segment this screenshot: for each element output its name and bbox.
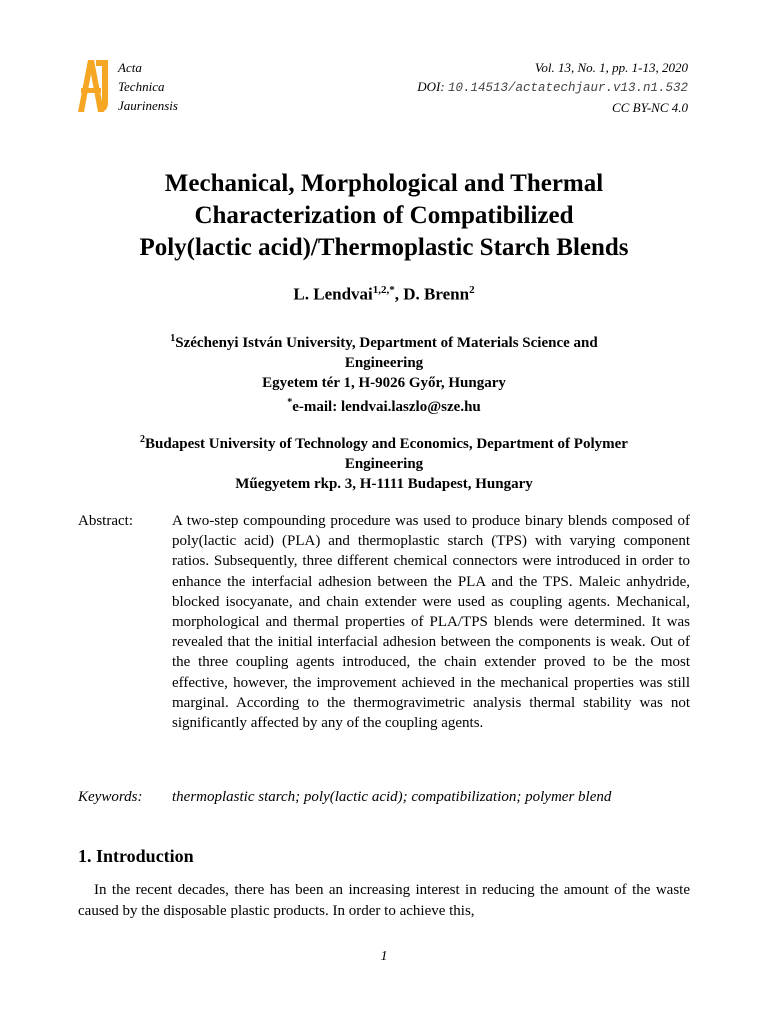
- journal-name-line: Acta: [118, 60, 142, 75]
- keywords: [78, 787, 690, 807]
- doi-label: DOI:: [417, 79, 445, 94]
- keywords-text: thermoplastic starch; poly(lactic acid); compatibilization; polymer blend: [172, 789, 612, 805]
- title-line: Poly(lactic acid)/Thermoplastic Starch Blends: [139, 234, 629, 261]
- doi-link[interactable]: 10.14513/actatechjaur.v13.n1.532: [447, 81, 688, 95]
- abstract: [78, 511, 690, 733]
- journal-logo: [76, 58, 110, 114]
- affiliation-address: Egyetem tér 1, H-9026 Győr, Hungary: [262, 375, 506, 391]
- doi-line: [417, 77, 688, 98]
- affiliation-2: [60, 430, 708, 494]
- affiliation-marker: 2: [140, 434, 146, 445]
- author-separator: ,: [394, 284, 404, 304]
- email-marker: *: [287, 397, 293, 408]
- affiliation-name-cont: Engineering: [344, 355, 424, 371]
- affiliation-name: Széchenyi István University, Department of Materials Science and: [175, 335, 598, 351]
- keywords-label: Keywords:: [78, 789, 143, 805]
- volume-info: Vol. 13, No. 1, pp. 1-13, 2020: [534, 60, 688, 75]
- affiliation-name: Budapest University of Technology and Economics, Department of Polymer: [145, 436, 628, 452]
- title-line: Mechanical, Morphological and Thermal: [164, 170, 604, 197]
- journal-name-line: Jaurinensis: [118, 98, 178, 113]
- intro-paragraph: In the recent decades, there has been an increasing interest in reducing the amount of the waste caused by the disposable plastic products. In order to achieve this,: [78, 882, 690, 919]
- authors: [0, 284, 768, 305]
- author-email[interactable]: e-mail: lendvai.laszlo@sze.hu: [292, 399, 481, 415]
- publication-meta: [417, 58, 688, 117]
- abstract-text: A two-step compounding procedure was used to produce binary blends composed of poly(lactic acid) (PLA) and thermoplastic starch (TPS) with varying component ratios. Subsequently, three different chemical connectors were introduced in order to enhance the interfacial adhesion between the PLA and the TPS. Maleic anhydride, blocked isocyanate, and chain extender were used as coupling agents. Mechanical, morphological and thermal properties of PLA/TPS blends were determined. It was revealed that the initial interfacial adhesion between the components is weak. Out of the three coupling agents introduced, the chain extender proved to be the most effective, however, the improvement achieved in the mechanical properties was still marginal. According to the thermogravimetric analysis thermal stability was not significantly affected by any of the coupling agents.: [172, 513, 690, 732]
- author-name: D. Brenn: [403, 284, 470, 304]
- journal-name: [118, 58, 178, 115]
- page-number: 1: [380, 949, 388, 964]
- title-line: Characterization of Compatibilized: [194, 202, 574, 229]
- affiliation-marker: 1: [170, 333, 176, 344]
- journal-name-line: Technica: [118, 79, 165, 94]
- license: CC BY-NC 4.0: [612, 100, 688, 115]
- author-affiliation-marker: 2: [469, 284, 475, 296]
- author-name: L. Lendvai: [293, 284, 373, 304]
- abstract-label: Abstract:: [78, 513, 133, 529]
- affiliation-address: Műegyetem rkp. 3, H-1111 Budapest, Hungary: [235, 476, 533, 492]
- affiliation-name-cont: Engineering: [344, 456, 424, 472]
- section-heading: 1. Introduction: [78, 846, 194, 866]
- paper-title: [60, 168, 708, 264]
- affiliation-1: [60, 329, 708, 417]
- author-affiliation-marker: 1,2,*: [372, 284, 395, 296]
